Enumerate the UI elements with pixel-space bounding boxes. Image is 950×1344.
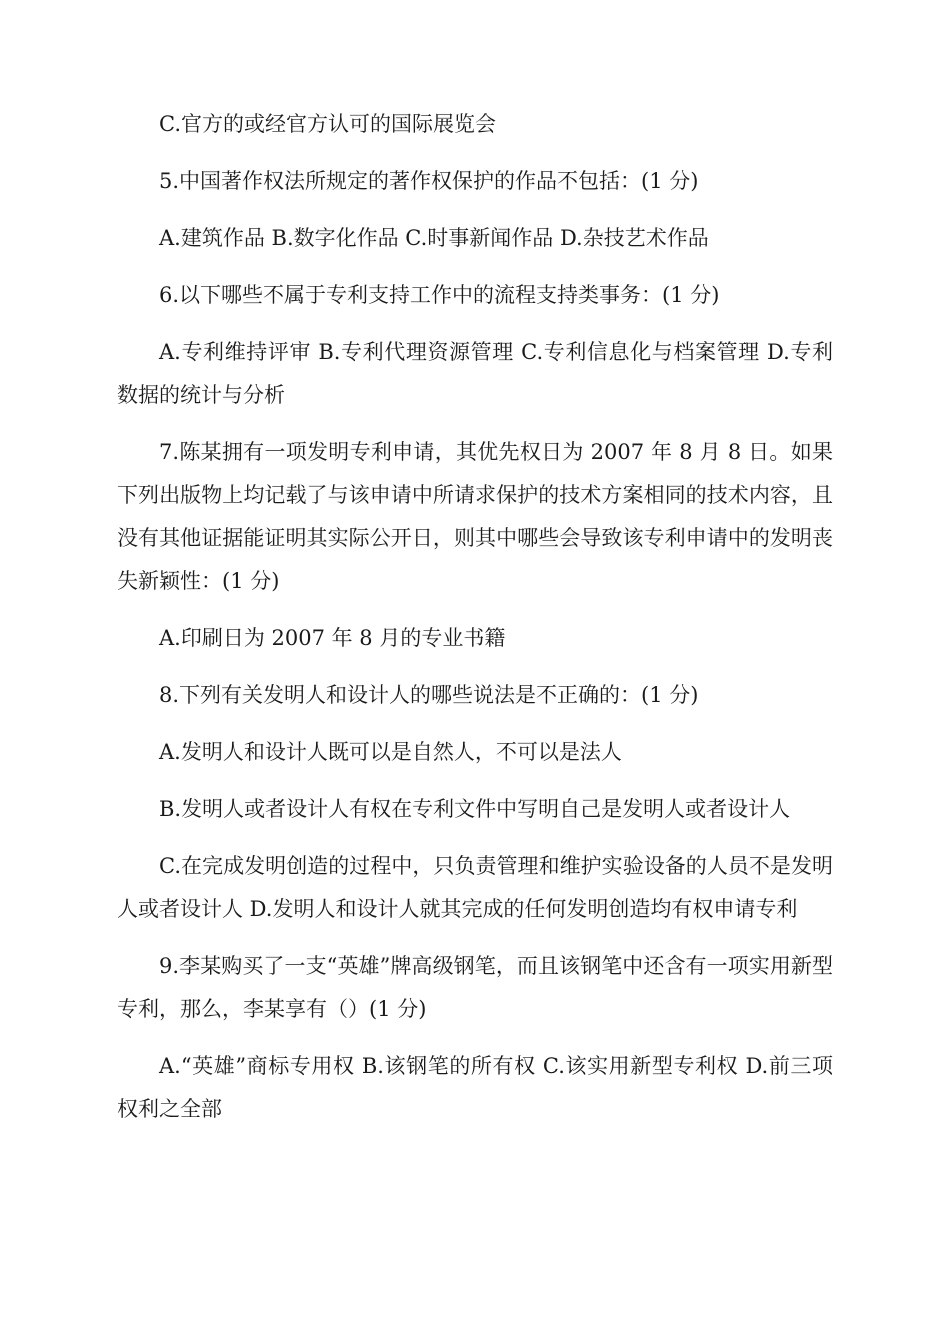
question-8-option-a: A.发明人和设计人既可以是自然人，不可以是法人	[159, 740, 622, 764]
question-5-options: A.建筑作品 B.数字化作品 C.时事新闻作品 D.杂技艺术作品	[159, 226, 709, 250]
question-8-options-c-d: C.在完成发明创造的过程中，只负责管理和维护实验设备的人员不是发明人或者设计人 D.发明人和设计人就其完成的任何发明创造均有权申请专利	[117, 854, 833, 921]
question-9: 9.李某购买了一支“英雄”牌高级钢笔，而且该钢笔中还含有一项实用新型专利，那么，李某享有（）(1 分)	[117, 954, 833, 1021]
question-7: 7.陈某拥有一项发明专利申请，其优先权日为 2007 年 8 月 8 日。如果下列出版物上均记载了与该申请中所请求保护的技术方案相同的技术内容，且没有其他证据能证明其实际公开日，则其中哪些会导致该专利申请中的发明丧失新颖性：(1 分)	[117, 440, 833, 593]
question-5: 5.中国著作权法所规定的著作权保护的作品不包括：(1 分)	[159, 169, 699, 193]
document-page	[117, 103, 833, 1131]
question-7-option-a: A.印刷日为 2007 年 8 月的专业书籍	[159, 626, 506, 650]
question-8-option-b: B.发明人或者设计人有权在专利文件中写明自己是发明人或者设计人	[159, 797, 791, 821]
question-6: 6.以下哪些不属于专利支持工作中的流程支持类事务：(1 分)	[159, 283, 720, 307]
question-6-options: A.专利维持评审 B.专利代理资源管理 C.专利信息化与档案管理 D.专利数据的统计与分析	[117, 340, 833, 407]
option-c-paragraph: C.官方的或经官方认可的国际展览会	[159, 112, 496, 136]
question-8: 8.下列有关发明人和设计人的哪些说法是不正确的：(1 分)	[159, 683, 699, 707]
question-9-options: A.“英雄”商标专用权 B.该钢笔的所有权 C.该实用新型专利权 D.前三项权利之全部	[117, 1054, 833, 1121]
